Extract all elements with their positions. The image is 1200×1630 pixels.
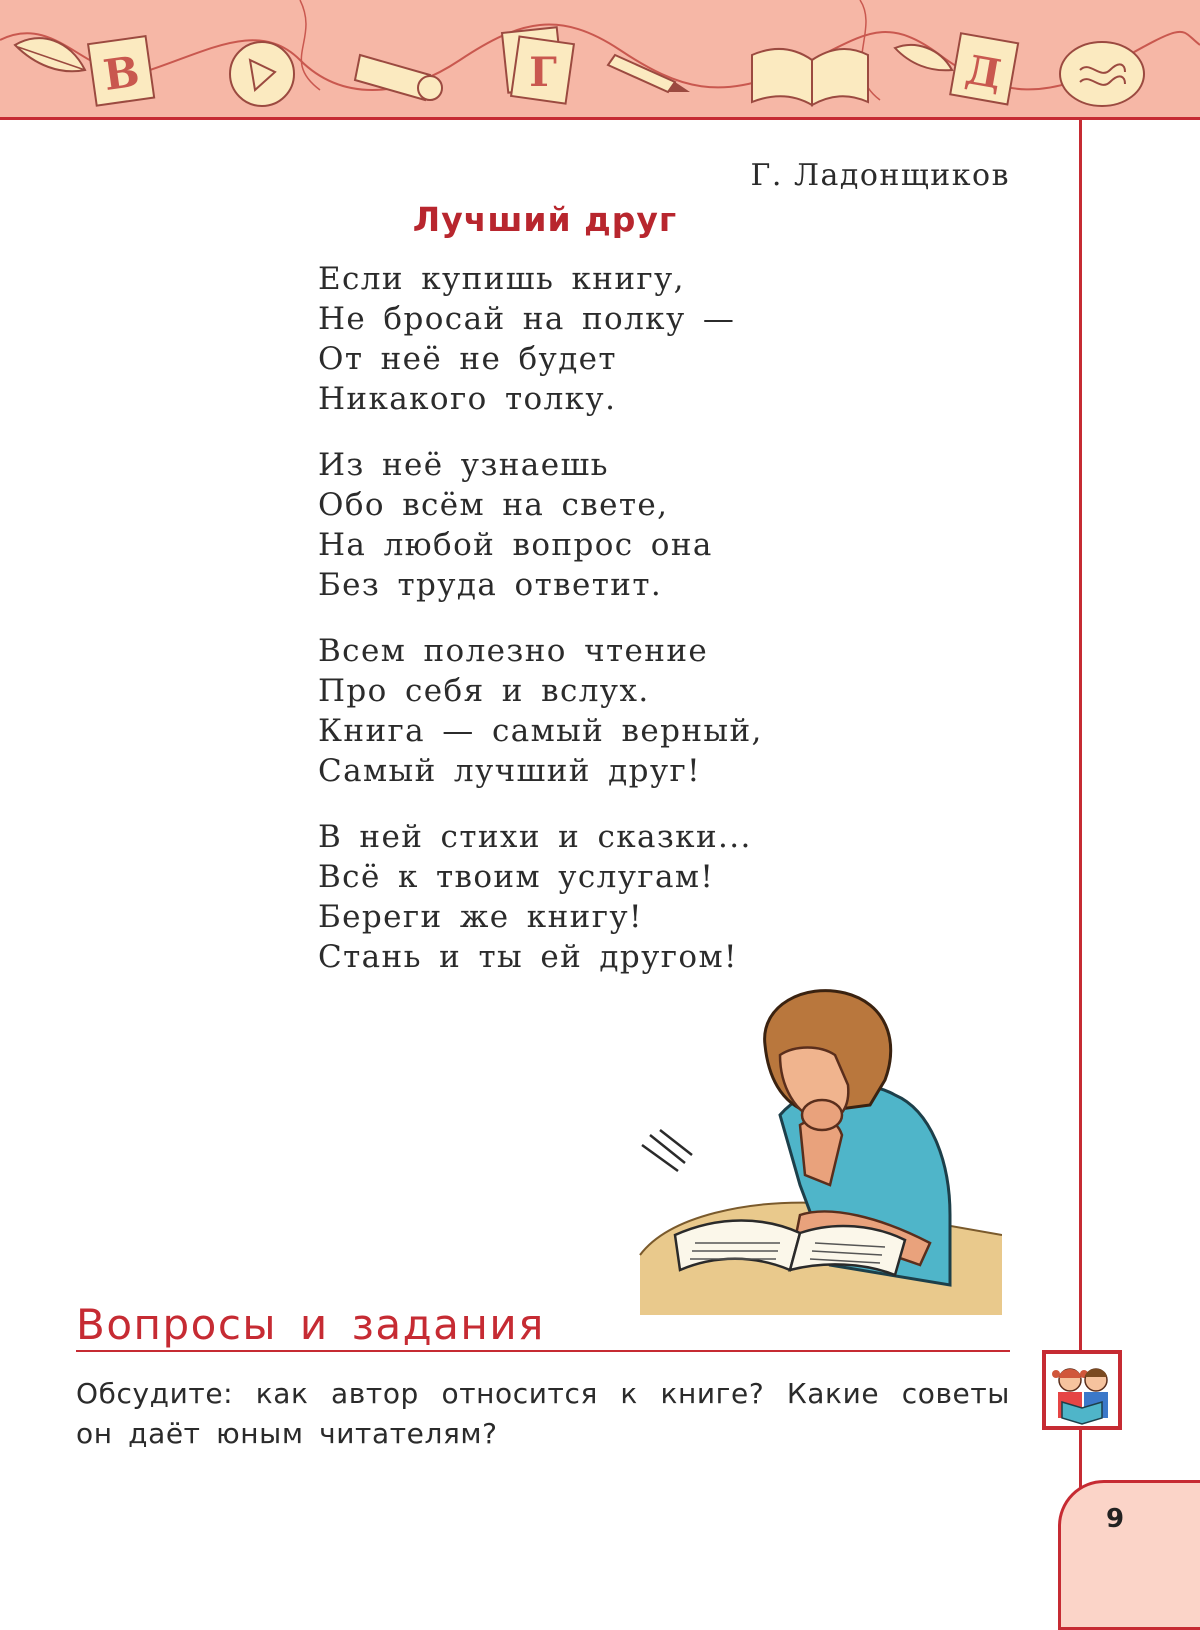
poem-title: Лучший друг [412,200,678,239]
pencil-icon [608,55,690,92]
poem-line: Из неё узнаешь [318,447,609,483]
alphabet-cards-icon [502,27,574,103]
girl-reading-illustration [630,985,1002,1315]
page-number-tab [1058,1480,1200,1630]
header-banner [0,0,1200,120]
pair-work-icon [1042,1350,1122,1430]
decor-letter: Д [961,46,1006,99]
poem-line: Книга — самый верный, [318,713,763,749]
decor-letter: В [100,46,143,101]
poem-line: Не бросай на полку — [318,301,736,337]
poem-line: Стань и ты ей другом! [318,939,738,975]
poem-author: Г. Ладонщиков [750,158,1010,193]
poem-line: Всё к твоим услугам! [318,859,715,895]
poem-line: Обо всём на свете, [318,487,669,523]
open-book-icon [752,49,868,105]
page-number: 9 [1105,1504,1125,1534]
poem-line: Если купишь книгу, [318,261,685,297]
poem-line: От неё не будет [318,341,617,377]
poem-stanza [318,445,838,605]
scroll-icon [355,55,442,100]
poem-body [318,259,838,1003]
questions-heading: Вопросы и задания [76,1300,545,1349]
task-text: Обсудите: как автор относится к книге? Какие советы он даёт юным читателям? [76,1377,1010,1450]
questions-divider [76,1350,1010,1352]
poem-line: В ней стихи и сказки... [318,819,752,855]
poem-stanza [318,817,838,977]
poem-line: Береги же книгу! [318,899,643,935]
seal-icon [230,42,294,106]
poem-stanza [318,631,838,791]
poem-stanza [318,259,838,419]
poem-line: На любой вопрос она [318,527,713,563]
poem-line: Самый лучший друг! [318,753,701,789]
poem-line: Никакого толку. [318,381,617,417]
decor-letter: Г [529,49,557,96]
poem-line: Всем полезно чтение [318,633,709,669]
wave-card-icon [1060,42,1144,106]
margin-rule [1079,117,1082,1522]
letter-card-icon [950,33,1018,104]
poem-line: Про себя и вслух. [318,673,650,709]
letter-card-icon [88,36,154,105]
poem-line: Без труда ответит. [318,567,663,603]
quill-icon [895,45,952,70]
quill-icon [15,38,85,71]
